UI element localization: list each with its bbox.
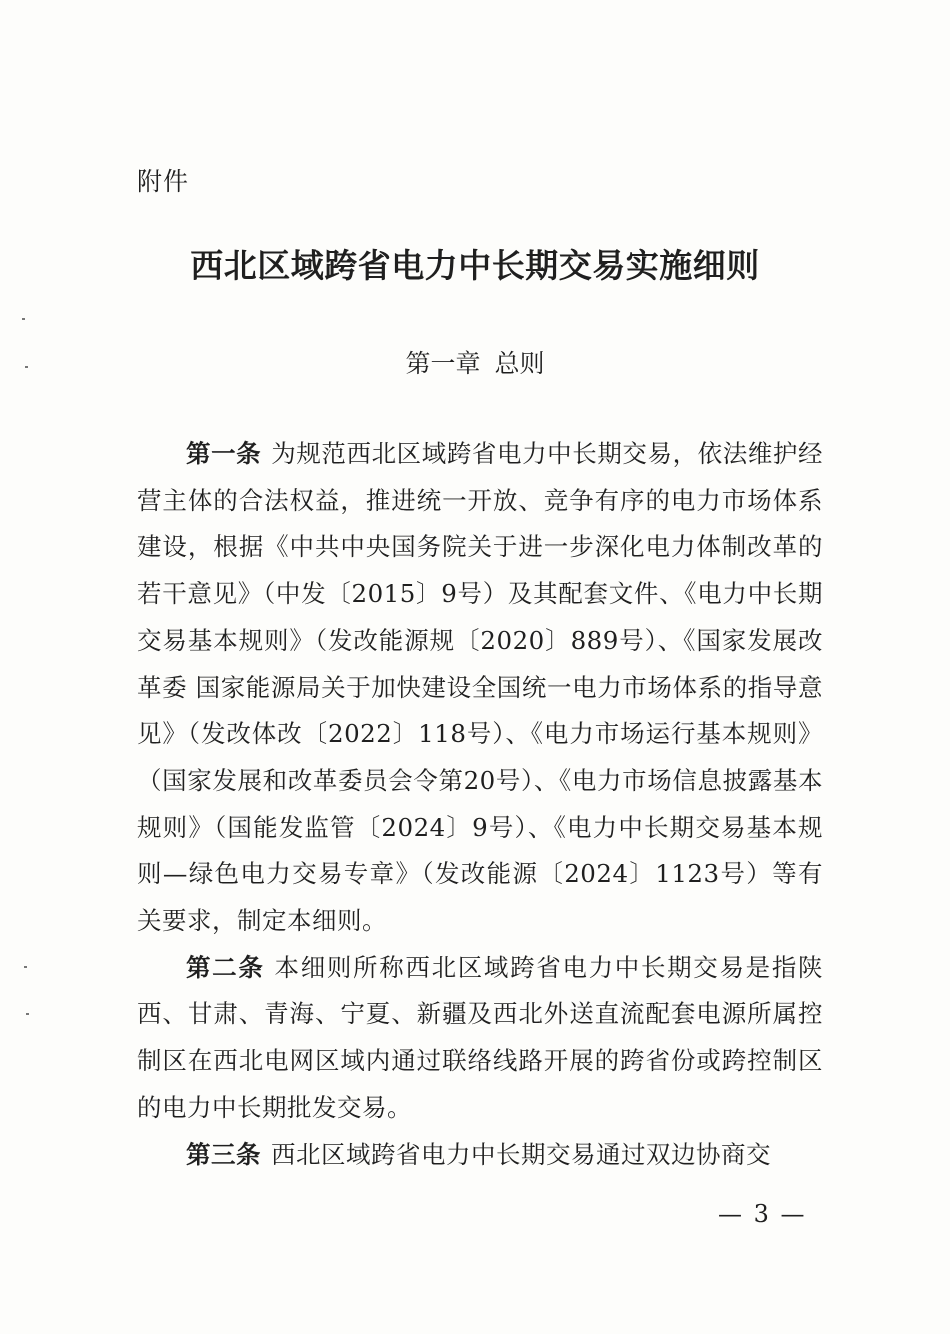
article-text: 本细则所称西北区域跨省电力中长期交易是指陕西、甘肃、青海、宁夏、新疆及西北外送直流配套电源所属控制区在西北电网区域内通过联络线路开展的跨省份或跨控制区的电力中长期批发交易。 xyxy=(137,952,824,1122)
article-paragraph xyxy=(137,431,823,945)
document-body xyxy=(137,431,823,1178)
chapter-number: 第一章 xyxy=(405,349,481,378)
scan-speck xyxy=(25,366,28,368)
chapter-title: 总则 xyxy=(494,349,545,378)
article-label: 第一条 xyxy=(186,439,262,468)
document-title: 西北区域跨省电力中长期交易实施细则 xyxy=(190,246,760,285)
article-text: 西北区域跨省电力中长期交易通过双边协商交 xyxy=(271,1139,771,1169)
attachment-label: 附件 xyxy=(137,167,190,196)
article-text: 为规范西北区域跨省电力中长期交易，依法维护经营主体的合法权益，推进统一开放、竞争有序的电力市场体系建设，根据《中共中央国务院关于进一步深化电力体制改革的若干意见》（中发〔2015〕9号）及其配套文件、《电力中长期交易基本规则》（发改能源规〔2020〕889号）、《国家发展改革委 国家能源局关于加快建设全国统一电力市场体系的指导意见》（发改体改〔2022〕118号）、《电力市场运行基本规则》（国家发展和改革委员会令第20号）、《电力市场信息披露基本规则》（国能发监管〔2024〕9号）、《电力中长期交易基本规则—绿色电力交易专章》（发改能源〔2024〕1123号）等有关要求，制定本细则。 xyxy=(137,439,823,936)
scan-speck xyxy=(26,1013,29,1015)
article-label: 第二条 xyxy=(186,952,265,982)
chapter-heading xyxy=(0,344,950,380)
scan-speck xyxy=(24,966,27,968)
page-number: — 3 — xyxy=(718,1200,807,1228)
scan-speck xyxy=(22,318,25,320)
article-label: 第三条 xyxy=(186,1139,261,1169)
article-paragraph xyxy=(137,1132,823,1179)
article-paragraph xyxy=(137,945,823,1132)
